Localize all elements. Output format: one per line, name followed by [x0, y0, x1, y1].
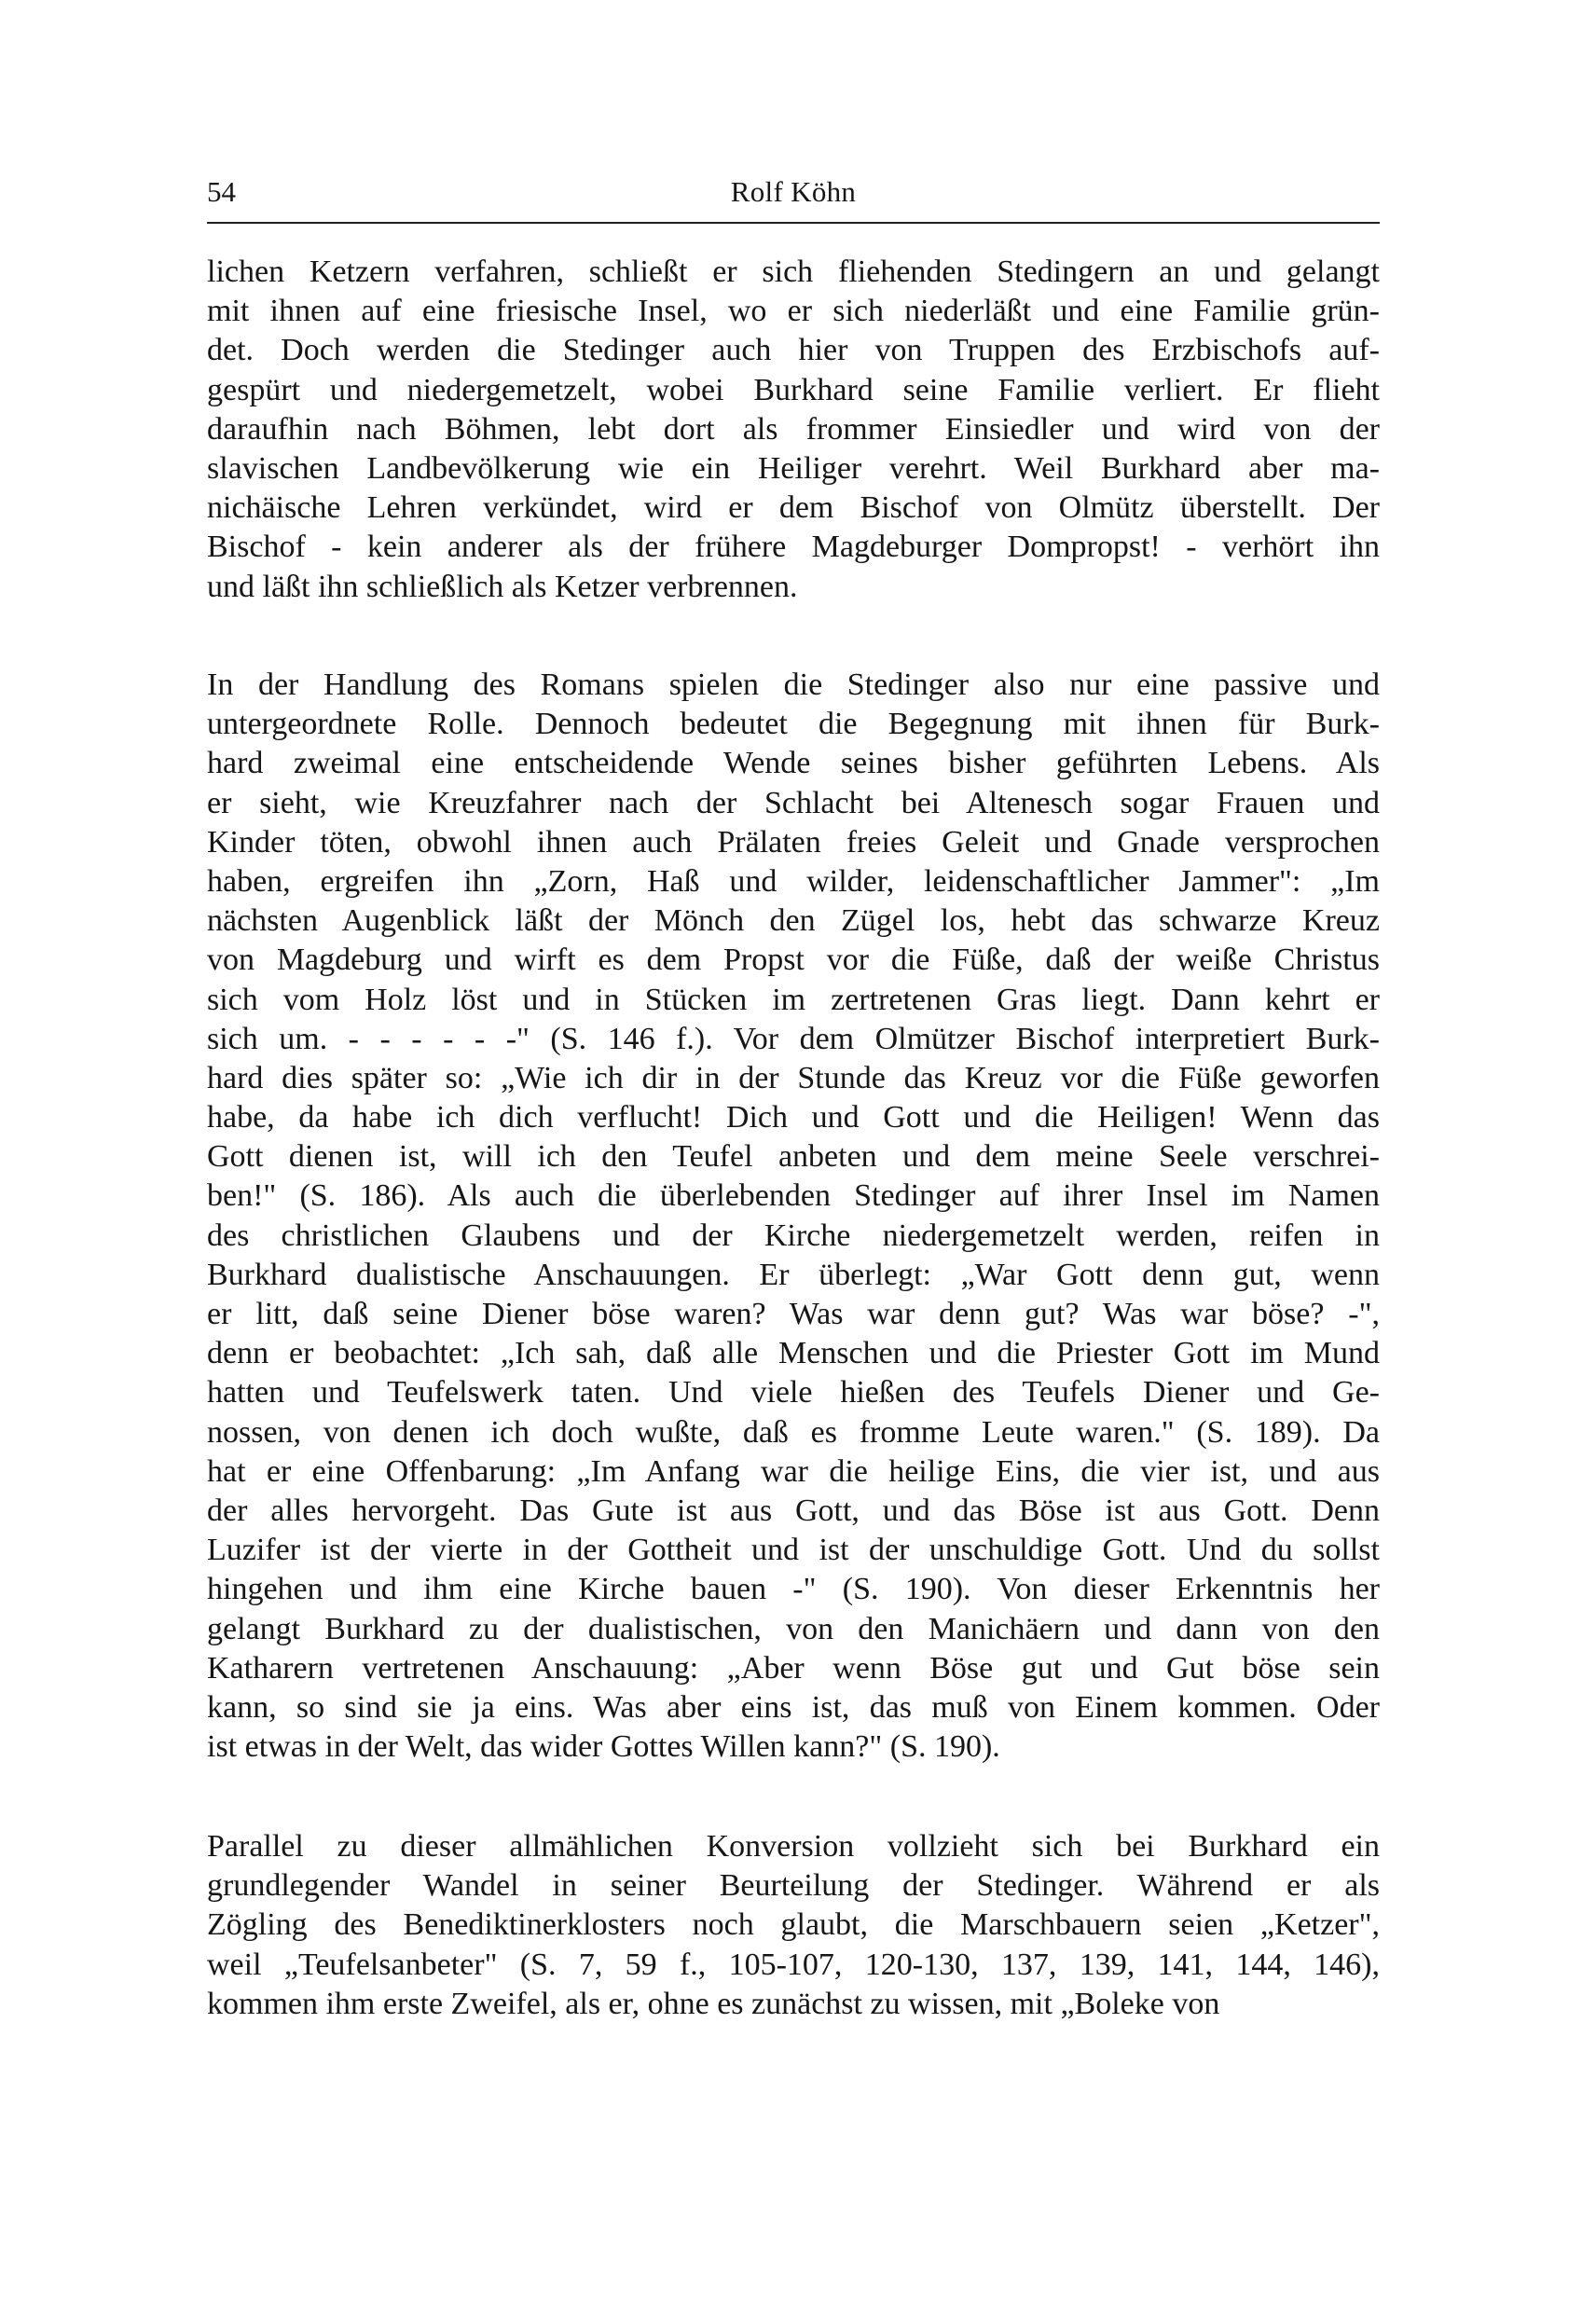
text-line: er sieht, wie Kreuzfahrer nach der Schlacht bei Altenesch sogar Frauen und [207, 785, 1380, 820]
text-line: Katharern vertretenen Anschauung: „Aber wenn Böse gut und Gut böse sein [207, 1650, 1380, 1686]
text-line: weil „Teufelsanbeter" (S. 7, 59 f., 105-107, 120-130, 137, 139, 141, 144, 146), [207, 1947, 1380, 1982]
text-line: ben!" (S. 186). Als auch die überlebenden Stedinger auf ihrer Insel im Namen [207, 1178, 1380, 1214]
text-line: daraufhin nach Böhmen, lebt dort als frommer Einsiedler und wird von der [207, 411, 1380, 447]
running-head: Rolf Köhn [730, 175, 857, 208]
text-line: Burkhard dualistische Anschauungen. Er überlegt: „War Gott denn gut, wenn [207, 1257, 1380, 1292]
text-line: hingehen und ihm eine Kirche bauen -" (S. 190). Von dieser Erkenntnis her [207, 1572, 1380, 1607]
text-line: hard zweimal eine entscheidende Wende seines bisher geführten Lebens. Als [207, 746, 1380, 781]
text-line: und läßt ihn schließlich als Ketzer verbrennen. [207, 569, 798, 604]
text-line: nächsten Augenblick läßt der Mönch den Zügel los, hebt das schwarze Kreuz [207, 903, 1380, 939]
text-line: sich um. - - - - - -" (S. 146 f.). Vor dem Olmützer Bischof interpretiert Burk- [207, 1021, 1380, 1056]
text-line: lichen Ketzern verfahren, schließt er sich fliehenden Stedingern an und gelangt [207, 255, 1380, 289]
text-line: hatten und Teufelswerk taten. Und viele hießen des Teufels Diener und Ge- [207, 1375, 1380, 1411]
text-line: hard dies später so: „Wie ich dir in der Stunde das Kreuz vor die Füße geworfen [207, 1060, 1380, 1095]
text-line: det. Doch werden die Stedinger auch hier von Truppen des Erzbischofs auf- [207, 333, 1380, 368]
text-line: mit ihnen auf eine friesische Insel, wo er sich niederläßt und eine Familie grün- [207, 294, 1380, 329]
text-line: Zögling des Benediktinerklosters noch glaubt, die Marschbauern seien „Ketzer", [207, 1907, 1380, 1943]
paragraph-2 [207, 666, 1380, 1767]
text-line: von Magdeburg und wirft es dem Propst vor die Füße, daß der weiße Christus [207, 943, 1380, 978]
text-line: der alles hervorgeht. Das Gute ist aus Gott, und das Böse ist aus Gott. Denn [207, 1493, 1380, 1528]
paragraph-3 [207, 1827, 1380, 2024]
text-line: Bischof - kein anderer als der frühere Magdeburger Dompropst! - verhört ihn [207, 530, 1380, 565]
text-line: nichäische Lehren verkündet, wird er dem Bischof von Olmütz überstellt. Der [207, 490, 1380, 526]
text-line: sich vom Holz löst und in Stücken im zertretenen Gras liegt. Dann kehrt er [207, 982, 1380, 1017]
paragraph-1 [207, 253, 1380, 607]
text-line: kann, so sind sie ja eins. Was aber eins ist, das muß von Einem kommen. Oder [207, 1689, 1380, 1725]
text-line: grundlegender Wandel in seiner Beurteilung der Stedinger. Während er als [207, 1868, 1380, 1904]
page-number: 54 [207, 175, 236, 208]
text-line: In der Handlung des Romans spielen die Stedinger also nur eine passive und [207, 667, 1380, 702]
text-line: Kinder töten, obwohl ihnen auch Prälaten freies Geleit und Gnade versprochen [207, 824, 1380, 860]
text-line: denn er beobachtet: „Ich sah, daß alle Menschen und die Priester Gott im Mund [207, 1336, 1380, 1371]
text-line: gelangt Burkhard zu der dualistischen, von den Manichäern und dann von den [207, 1611, 1380, 1646]
text-line: slavischen Landbevölkerung wie ein Heiliger verehrt. Weil Burkhard aber ma- [207, 450, 1380, 486]
page-header [207, 166, 1380, 224]
text-line: haben, ergreifen ihn „Zorn, Haß und wilder, leidenschaftlicher Jammer": „Im [207, 863, 1380, 899]
text-line: ist etwas in der Welt, das wider Gottes Willen kann?" (S. 190). [207, 1729, 1000, 1765]
text-line: Gott dienen ist, will ich den Teufel anbeten und dem meine Seele verschrei- [207, 1139, 1380, 1175]
text-line: Parallel zu dieser allmählichen Konversion vollzieht sich bei Burkhard ein [207, 1829, 1380, 1864]
text-line: des christlichen Glaubens und der Kirche niedergemetzelt werden, reifen in [207, 1218, 1380, 1253]
text-line: nossen, von denen ich doch wußte, daß es fromme Leute waren." (S. 189). Da [207, 1414, 1380, 1450]
text-line: untergeordnete Rolle. Dennoch bedeutet die Begegnung mit ihnen für Burk- [207, 707, 1380, 742]
text-line: habe, da habe ich dich verflucht! Dich und Gott und die Heiligen! Wenn das [207, 1100, 1380, 1135]
text-line: hat er eine Offenbarung: „Im Anfang war die heilige Eins, die vier ist, und aus [207, 1453, 1380, 1489]
text-line: er litt, daß seine Diener böse waren? Was war denn gut? Was war böse? -", [207, 1297, 1380, 1331]
text-line: gespürt und niedergemetzelt, wobei Burkhard seine Familie verliert. Er flieht [207, 372, 1380, 407]
text-line: kommen ihm erste Zweifel, als er, ohne es zunächst zu wissen, mit „Boleke von [207, 1986, 1220, 2021]
text-line: Luzifer ist der vierte in der Gottheit und ist der unschuldige Gott. Und du sollst [207, 1533, 1380, 1568]
